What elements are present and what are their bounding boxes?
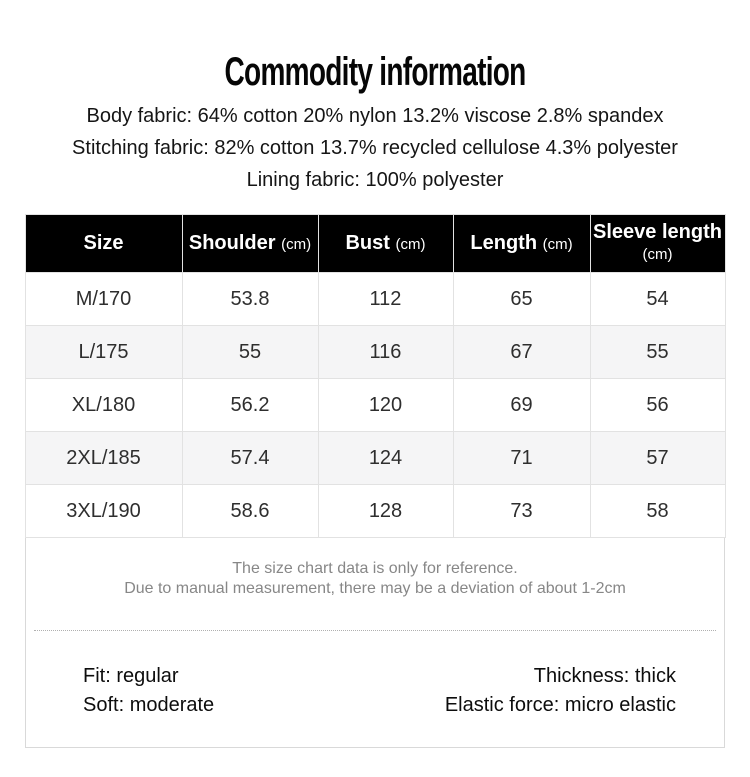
- shoulder-cell: 56.2: [182, 379, 318, 432]
- size-chart-table: [25, 214, 726, 538]
- header-unit: (cm): [281, 235, 312, 253]
- header-unit: (cm): [395, 235, 426, 253]
- table-row: [25, 326, 725, 379]
- sleeve-length-cell: 57: [590, 432, 725, 485]
- page-title-wrap: [0, 52, 750, 94]
- table-row: [25, 485, 725, 538]
- note-line-1: The size chart data is only for reference.: [232, 560, 518, 577]
- header-cell-shoulder: [182, 215, 318, 273]
- body-fabric-line: Body fabric: 64% cotton 20% nylon 13.2% viscose 2.8% spandex: [86, 105, 664, 127]
- table-row: [25, 379, 725, 432]
- thickness-attribute: Thickness: thick: [533, 665, 676, 687]
- stitching-fabric-line: Stitching fabric: 82% cotton 13.7% recycled cellulose 4.3% polyester: [72, 137, 678, 159]
- fabric-info-block: [0, 100, 750, 196]
- length-cell: 65: [453, 273, 590, 326]
- attributes-left-column: [83, 662, 214, 720]
- shoulder-cell: 57.4: [182, 432, 318, 485]
- header-cell-size: [25, 215, 182, 273]
- attributes-section: [26, 631, 724, 720]
- shoulder-cell: 55: [182, 326, 318, 379]
- sleeve-length-cell: 55: [590, 326, 725, 379]
- header-label: Length: [470, 231, 538, 254]
- header-label: Bust: [345, 231, 390, 254]
- length-cell: 71: [453, 432, 590, 485]
- header-cell-sleeve-length: [590, 215, 725, 273]
- table-row: [25, 432, 725, 485]
- size-cell: M/170: [25, 273, 182, 326]
- header-label: Size: [83, 232, 124, 254]
- lining-fabric-line: Lining fabric: 100% polyester: [246, 169, 504, 191]
- header-label: Sleeve length: [593, 221, 722, 243]
- size-cell: 3XL/190: [25, 485, 182, 538]
- fit-attribute: Fit: regular: [83, 665, 179, 687]
- header-cell-bust: [318, 215, 453, 273]
- shoulder-cell: 58.6: [182, 485, 318, 538]
- bust-cell: 116: [318, 326, 453, 379]
- header-unit: (cm): [642, 246, 673, 263]
- reference-note-box: [25, 538, 725, 748]
- length-cell: 67: [453, 326, 590, 379]
- table-row: [25, 273, 725, 326]
- size-cell: L/175: [25, 326, 182, 379]
- header-label: Shoulder: [188, 231, 276, 254]
- length-cell: 73: [453, 485, 590, 538]
- elastic-force-attribute: Elastic force: micro elastic: [444, 694, 676, 716]
- bust-cell: 112: [318, 273, 453, 326]
- length-cell: 69: [453, 379, 590, 432]
- attributes-right-column: [445, 662, 676, 720]
- bust-cell: 128: [318, 485, 453, 538]
- page-title: Commodity information: [224, 50, 526, 94]
- size-table-header-row: [25, 215, 725, 273]
- sleeve-length-cell: 56: [590, 379, 725, 432]
- size-cell: 2XL/185: [25, 432, 182, 485]
- bust-cell: 120: [318, 379, 453, 432]
- header-cell-length: [453, 215, 590, 273]
- soft-attribute: Soft: moderate: [83, 694, 215, 716]
- bust-cell: 124: [318, 432, 453, 485]
- sleeve-length-cell: 58: [590, 485, 725, 538]
- shoulder-cell: 53.8: [182, 273, 318, 326]
- header-unit: (cm): [542, 235, 573, 253]
- size-cell: XL/180: [25, 379, 182, 432]
- sleeve-length-cell: 54: [590, 273, 725, 326]
- note-line-2: Due to manual measurement, there may be a deviation of about 1-2cm: [124, 580, 626, 597]
